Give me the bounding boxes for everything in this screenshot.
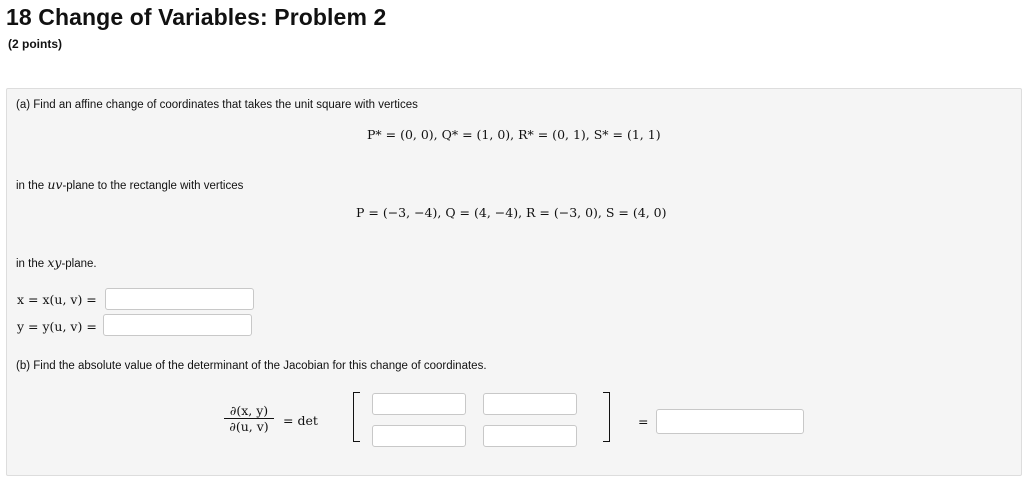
equals-det: = det [283, 413, 318, 428]
xy-plane-text [16, 255, 97, 270]
xy-plane-text-suffix: -plane. [61, 258, 97, 270]
uv-variable: uv [47, 177, 63, 192]
right-bracket [603, 392, 610, 442]
jacobian-denominator: ∂(u, v) [229, 419, 269, 434]
matrix-cell-2-1[interactable] [372, 425, 466, 447]
matrix-cell-1-2[interactable] [483, 393, 577, 415]
x-input[interactable] [105, 288, 254, 310]
xy-variable: xy [47, 255, 62, 270]
unit-square-vertices-equation: P* = (0, 0), Q* = (1, 0), R* = (0, 1), S* = (1, 1) [367, 127, 661, 142]
matrix-cell-1-1[interactable] [372, 393, 466, 415]
uv-plane-text [16, 177, 243, 192]
xy-plane-text-prefix: in the [16, 258, 48, 270]
rectangle-vertices-equation: P = (−3, −4), Q = (4, −4), R = (−3, 0), S = (4, 0) [356, 205, 667, 220]
equals-sign: = [638, 414, 649, 429]
part-a-intro: (a) Find an affine change of coordinates that takes the unit square with vertices [16, 99, 418, 111]
left-bracket [353, 392, 360, 442]
problem-panel [6, 88, 1022, 476]
determinant-result-input[interactable] [656, 409, 804, 434]
y-input[interactable] [103, 314, 252, 336]
page-title: 18 Change of Variables: Problem 2 [6, 4, 387, 30]
jacobian-numerator: ∂(x, y) [224, 403, 274, 419]
jacobian-fraction [224, 403, 274, 434]
matrix-cell-2-2[interactable] [483, 425, 577, 447]
points-label: (2 points) [8, 37, 62, 51]
uv-plane-text-suffix: -plane to the rectangle with vertices [62, 180, 244, 192]
uv-plane-text-prefix: in the [16, 180, 48, 192]
part-b-intro: (b) Find the absolute value of the determinant of the Jacobian for this change of coordinates. [16, 360, 487, 372]
x-label: x = x(u, v) = [17, 292, 97, 307]
y-label: y = y(u, v) = [17, 319, 97, 334]
